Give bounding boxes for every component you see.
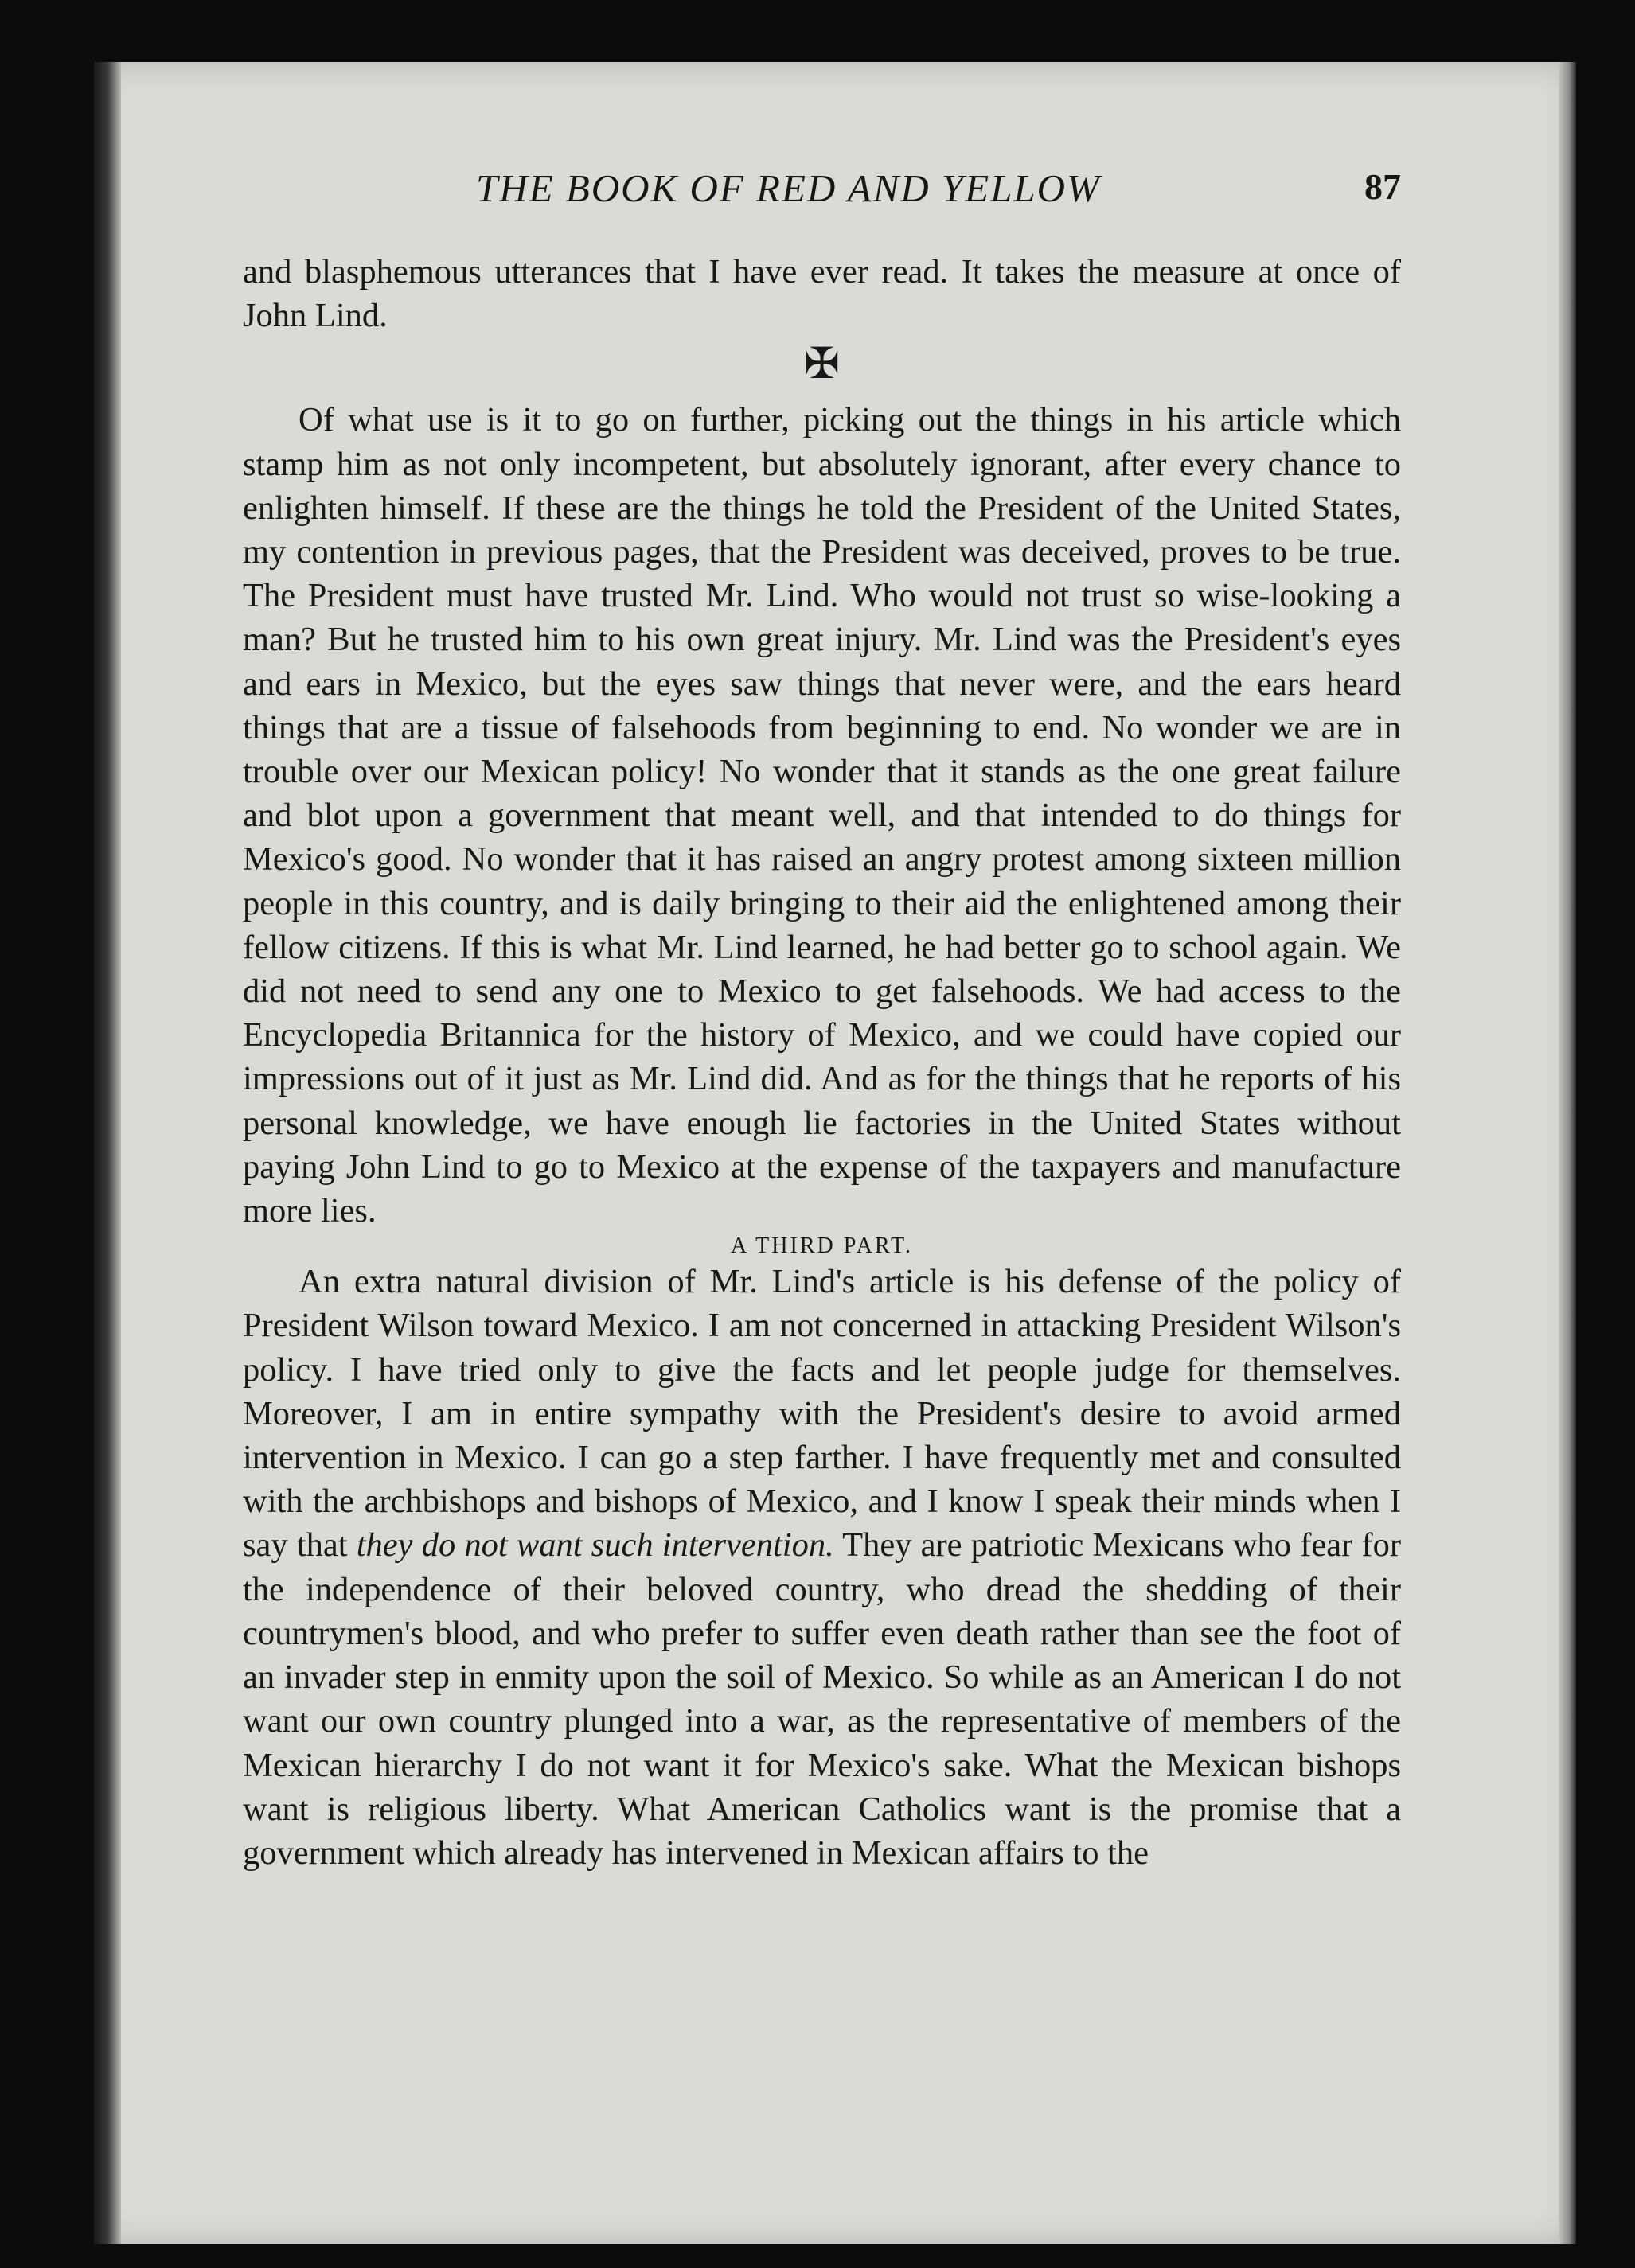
cross-ornament-icon: ✠ bbox=[803, 338, 841, 389]
running-title: THE BOOK OF RED AND YELLOW bbox=[476, 166, 1101, 210]
paragraph-continuation: and blasphemous utterances that I have ever read. It takes the measure at once of John Lind. bbox=[243, 253, 1401, 335]
page-edge bbox=[1559, 62, 1576, 2244]
page-number: 87 bbox=[1364, 166, 1401, 207]
page-body bbox=[243, 250, 1401, 1875]
emphasized-phrase: they do not want such intervention. bbox=[356, 1526, 834, 1565]
book-spine-shadow bbox=[94, 62, 121, 2244]
paragraph-lind-critique: Of what use is it to go on further, picking out the things in his article which stamp him as not only incompetent, but absolutely ignorant, after every chance to enlighten himself. If these are the things he told the President of the United States, my contention in previous pages, that the President was deceived, proves to be true. The President must have trusted Mr. Lind. Who would not trust so wise-looking a man? But he trusted him to his own great injury. Mr. Lind was the President's eyes and ears in Mexico, but the eyes saw things that never were, and the ears heard things that are a tissue of falsehoods from beginning to end. No wonder we are in trouble over our Mexican policy! No wonder that it stands as the one great failure and blot upon a government that meant well, and that intended to do things for Mexico's good. No wonder that it has raised an angry protest among sixteen million people in this country, and is daily bringing to their aid the enlightened among their fellow citizens. If this is what Mr. Lind learned, he had better go to school again. We did not need to send any one to Mexico to get falsehoods. We had access to the Encyclopedia Britannica for the history of Mexico, and we could have copied our impressions out of it just as Mr. Lind did. And as for the things that he reports of his personal knowledge, we have enough lie factories in the United States without paying John Lind to go to Mexico at the expense of the taxpayers and manufacture more lies. bbox=[243, 401, 1401, 1230]
section-heading: A THIRD PART. bbox=[731, 1233, 913, 1259]
running-header bbox=[231, 166, 1401, 221]
third-part-text-start: An extra natural division of Mr. Lind's article is his defense of the policy of President Wilson toward Mexico. I am not concerned in attacking President Wilson's policy. I have tried only to give the facts and let people judge for themselves. Moreover, I am in entire sympathy with the President's desire to avoid armed intervention in Mexico. I can go a step farther. I have frequently met and consulted with the archbishops and bishops of Mexico, and I know I speak their minds when I say that bbox=[243, 1263, 1401, 1565]
paragraph-third-part bbox=[243, 1260, 1401, 1875]
third-part-text-end: They are patriotic Mexicans who fear for the independence of their beloved country, who dread the shedding of their countrymen's blood, and who prefer to suffer even death rather than see the foot of an invader step in enmity upon the soil of Mexico. So while as an American I do not want our own country plunged into a war, as the representative of members of the Mexican hierarchy I do not want it for Mexico's sake. What the Mexican bishops want is religious liberty. What American Catholics want is the promise that a government which already has intervened in Mexican affairs to the bbox=[243, 1526, 1401, 1872]
